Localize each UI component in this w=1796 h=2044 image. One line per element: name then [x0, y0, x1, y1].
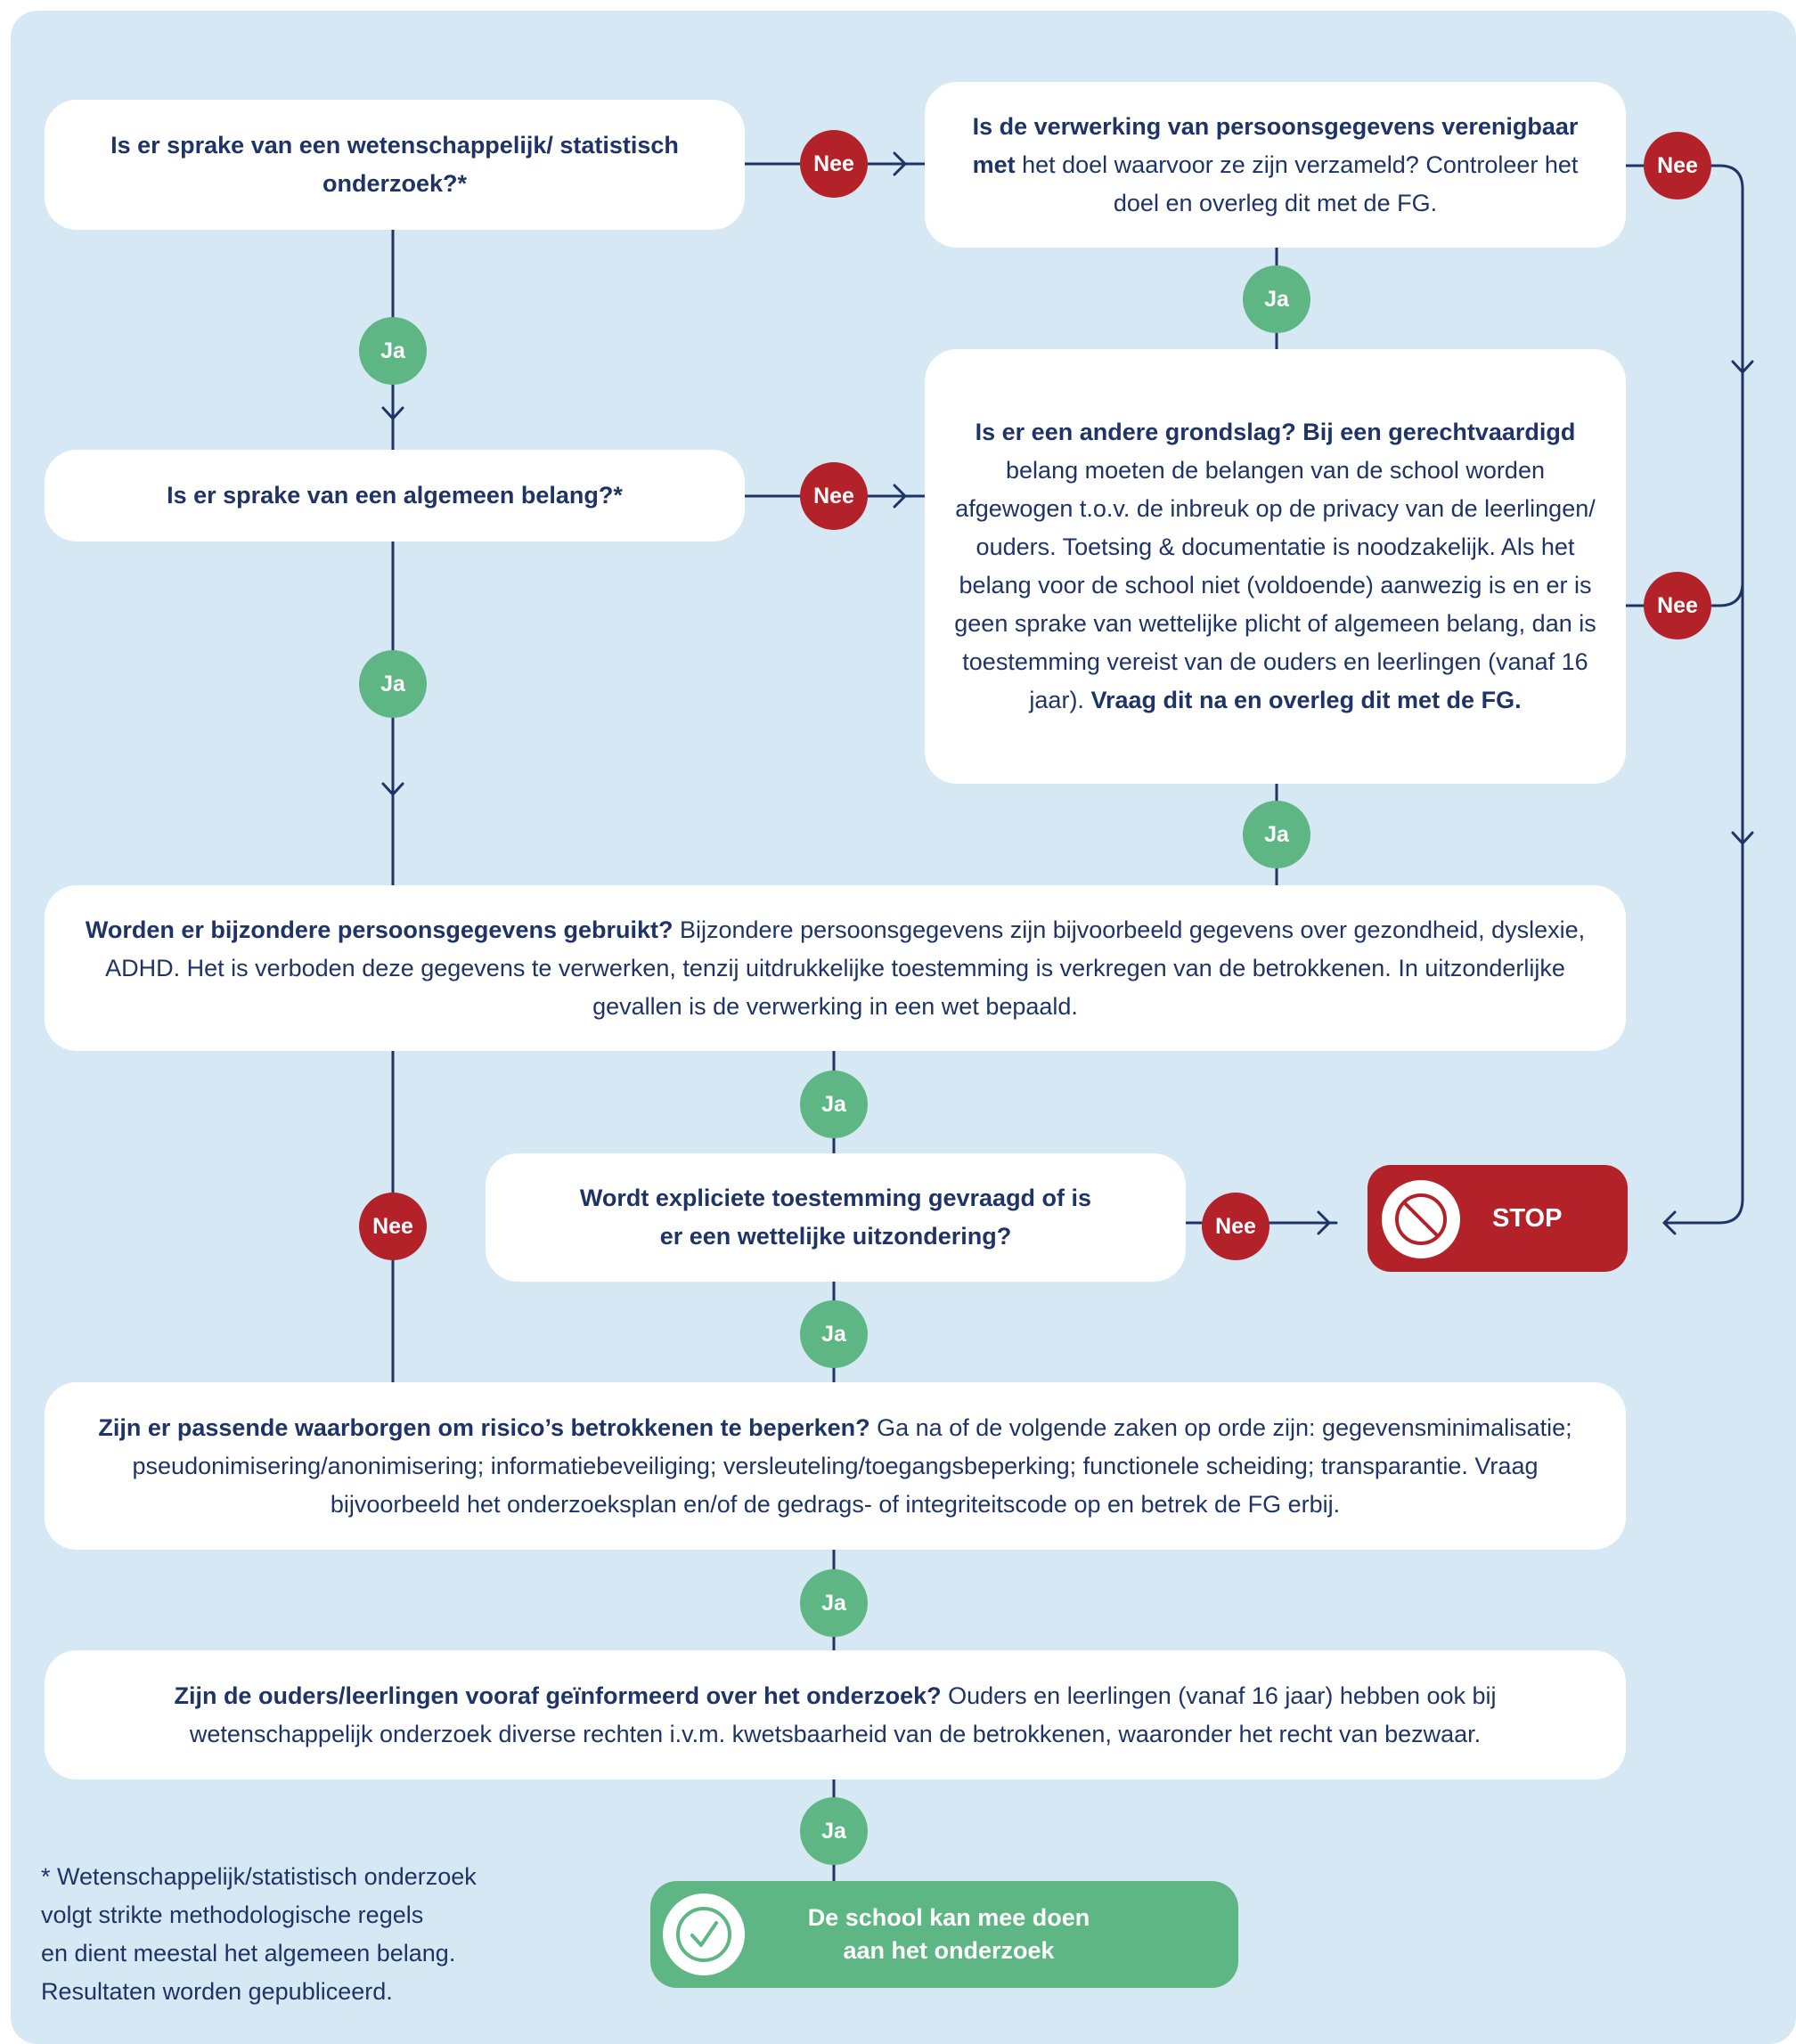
question-safeguards-bold: Zijn er passende waarborgen om risico’s betrokkenen te beperken?	[98, 1413, 870, 1441]
ja-badge-q5: Ja	[800, 1071, 868, 1138]
connector-q3-right	[1626, 166, 1743, 1223]
nee-badge-q2: Nee	[800, 462, 868, 530]
question-compatible-purpose	[925, 82, 1626, 248]
question-special-data-bold: Worden er bijzondere persoonsgegevens gebruikt?	[85, 916, 674, 943]
question-general-interest-text: Is er sprake van een algemeen belang?*	[167, 482, 623, 509]
check-circle-icon	[663, 1893, 745, 1975]
question-safeguards-text: Ga na of de volgende zaken op orde zijn: gegevensminimalisatie; pseudonimisering/anonimisering; informatiebeveiliging; versleuteling/toegangsbeperking; functionele scheiding; transparantie. Vraag bijvoorbeeld het onderzoeksplan en/of de gedrags- of integriteitscode op en betrek de FG erbij.	[132, 1413, 1572, 1518]
question-research-text: Is er sprake van een wetenschappelijk/ statistisch onderzoek?*	[110, 132, 679, 197]
result-line-1: De school kan mee doen	[807, 1904, 1090, 1931]
question-research	[45, 100, 745, 230]
stop-box	[1367, 1165, 1628, 1272]
question-other-basis-bold: Is er een andere grondslag? Bij een gerechtvaardigd	[975, 419, 1576, 445]
footnote-line-4: Resultaten worden gepubliceerd.	[41, 1978, 393, 2005]
question-other-basis-bold-end: Vraag dit na en overleg dit met de FG.	[1090, 687, 1522, 713]
nee-badge-q5: Nee	[359, 1193, 427, 1260]
question-general-interest	[45, 450, 745, 542]
question-special-data-text: Bijzondere persoonsgegevens zijn bijvoorbeeld gegevens over gezondheid, dyslexie, ADHD. Het is verboden deze gegevens te verwerken, tenzij uitdrukkelijke toestemming is verkregen van de betrokkenen. In uitzonderlijke gevallen is de verwerking in een wet bepaald.	[105, 916, 1586, 1020]
ja-badge-q4: Ja	[1243, 801, 1310, 868]
ja-badge-q8: Ja	[800, 1797, 868, 1865]
question-compatible-purpose-bold: Is de verwerking van persoonsgegevens verenigbaar met	[972, 112, 1579, 178]
ja-badge-q6: Ja	[800, 1300, 868, 1368]
question-other-basis-text: belang moeten de belangen van de school worden afgewogen t.o.v. de inbreuk op de privacy van de leerlingen/ ouders. Toetsing & documentatie is noodzakelijk. Als het belang voor de school niet (voldoende) aanwezig is en er is geen sprake van wettelijke plicht of algemeen belang, dan is toestemming vereist van de ouders en leerlingen (vanaf 16 jaar).	[954, 457, 1596, 713]
question-other-basis	[925, 349, 1626, 784]
footnote-line-2: volgt strikte methodologische regels	[41, 1901, 424, 1928]
footnote-line-1: * Wetenschappelijk/statistisch onderzoek	[41, 1863, 477, 1890]
footnote	[41, 1858, 593, 2011]
nee-badge-q6: Nee	[1202, 1193, 1269, 1260]
nee-badge-q4: Nee	[1644, 572, 1711, 639]
question-informed	[45, 1650, 1626, 1779]
result-text	[757, 1881, 1140, 1988]
nee-badge-q1: Nee	[800, 130, 868, 198]
ja-badge-q1: Ja	[359, 317, 427, 385]
question-informed-text: Ouders en leerlingen (vanaf 16 jaar) hebben ook bij wetenschappelijk onderzoek diverse rechten i.v.m. kwetsbaarheid van de betrokkenen, waaronder het recht van bezwaar.	[189, 1682, 1497, 1747]
ja-badge-q7: Ja	[800, 1569, 868, 1637]
question-safeguards	[45, 1382, 1626, 1550]
question-compatible-purpose-text: het doel waarvoor ze zijn verzameld? Controleer het doel en overleg dit met de FG.	[1015, 151, 1579, 216]
prohibited-icon	[1382, 1180, 1460, 1258]
result-box	[650, 1881, 1238, 1988]
ja-badge-q3: Ja	[1243, 265, 1310, 333]
result-line-2: aan het onderzoek	[843, 1937, 1055, 1964]
nee-badge-q3: Nee	[1644, 132, 1711, 200]
footnote-line-3: en dient meestal het algemeen belang.	[41, 1940, 456, 1967]
question-special-data	[45, 885, 1626, 1051]
stop-label: STOP	[1492, 1204, 1563, 1233]
question-explicit-consent	[486, 1153, 1186, 1282]
ja-badge-q2: Ja	[359, 650, 427, 718]
question-informed-bold: Zijn de ouders/leerlingen vooraf geïnformeerd over het onderzoek?	[174, 1682, 942, 1709]
question-explicit-consent-text: Wordt expliciete toestemming gevraagd of is er een wettelijke uitzondering?	[579, 1185, 1092, 1250]
